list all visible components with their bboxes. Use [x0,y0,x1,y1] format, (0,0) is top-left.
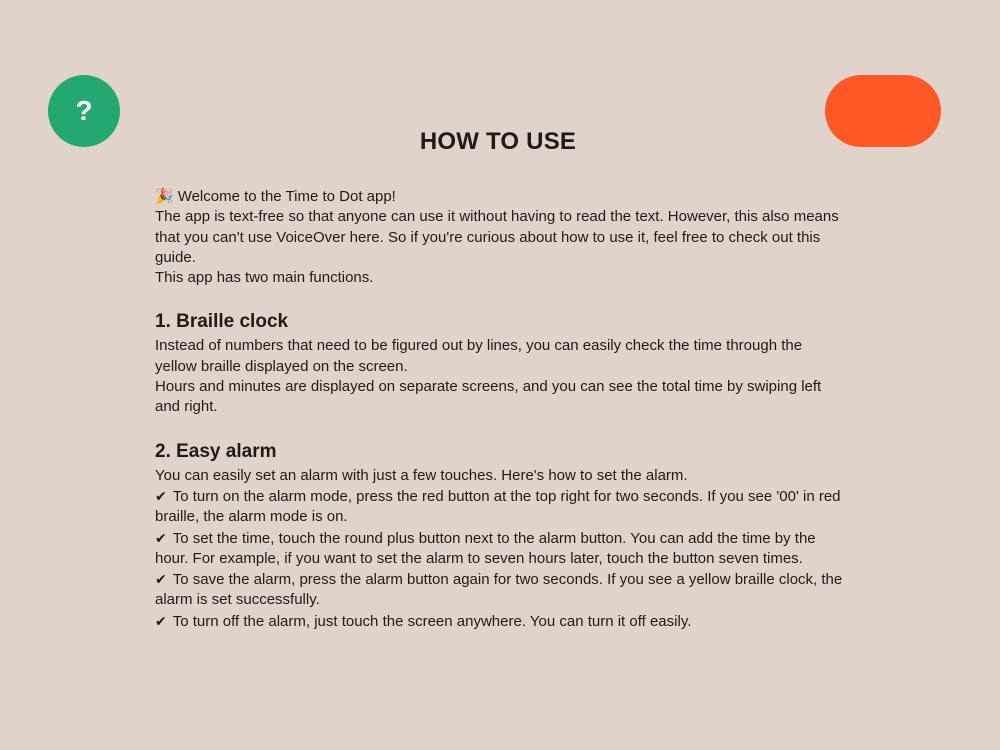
guide-content [155,187,845,632]
section-heading-easy-alarm: 2. Easy alarm [155,440,277,462]
page-title: HOW TO USE [419,128,577,155]
intro-paragraph: The app is text-free so that anyone can use it without having to read the text. However, this also means that you can't use VoiceOver here. So if you're curious about how to use it, feel free to check out this guide. [155,208,839,266]
alarm-step [155,486,845,528]
alarm-step [155,569,845,611]
checkmark-icon: ✔ [155,529,167,546]
checkmark-icon: ✔ [155,612,167,629]
question-mark-icon: ? [75,95,93,126]
alarm-step [155,528,845,570]
braille-clock-paragraph: Instead of numbers that need to be figured out by lines, you can easily check the time through the yellow braille displayed on the screen. [155,337,803,375]
alarm-step [155,611,845,632]
welcome-line [155,187,845,207]
braille-clock-paragraph: Hours and minutes are displayed on separate screens, and you can see the total time by swiping left and right. [155,378,822,416]
alarm-step-text: To turn on the alarm mode, press the red button at the top right for two seconds. If you see '00' in red braille, the alarm mode is on. [155,487,841,526]
section-heading-braille-clock: 1. Braille clock [155,311,289,333]
easy-alarm-paragraph: You can easily set an alarm with just a few touches. Here's how to set the alarm. [155,466,688,484]
checkmark-icon: ✔ [155,487,167,504]
welcome-text: Welcome to the Time to Dot app! [177,188,396,205]
alarm-step-text: To save the alarm, press the alarm button again for two seconds. If you see a yellow braille clock, the alarm is set successfully. [155,571,843,609]
functions-line: This app has two main functions. [155,269,374,287]
alarm-step-text: To turn off the alarm, just touch the screen anywhere. You can turn it off easily. [172,612,692,630]
party-popper-icon: 🎉 [155,188,174,205]
alarm-step-text: To set the time, touch the round plus button next to the alarm button. You can add the time by the hour. For example, if you want to set the alarm to seven hours later, touch the button seven times. [155,529,816,567]
checkmark-icon: ✔ [155,571,167,588]
